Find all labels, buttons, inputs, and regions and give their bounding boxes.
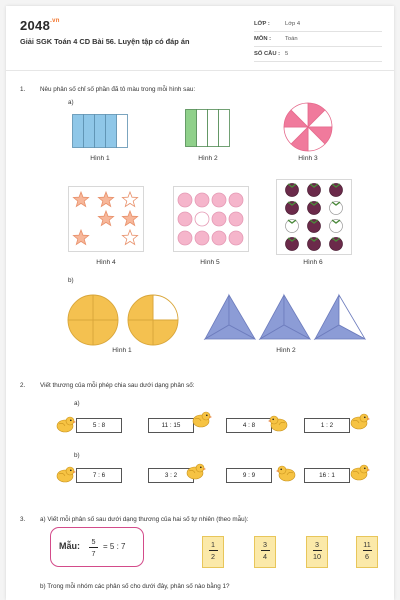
dot-circle: [178, 193, 192, 207]
question-2-text: Viết thương của mỗi phép chia sau dưới dạng phân số:: [40, 382, 195, 389]
dot-circle: [195, 212, 209, 226]
q1-caption-4: Hình 4: [96, 259, 116, 266]
meta-row-subject: MÔN : Toán: [254, 34, 382, 47]
document-page: [6, 6, 394, 600]
fraction: [307, 540, 327, 561]
fruit-icon: [308, 238, 321, 251]
q1-caption-5: Hình 5: [200, 259, 220, 266]
chick-icon: [54, 415, 76, 433]
division-box: 4 : 8: [226, 418, 272, 433]
q1-figure-4: [68, 186, 144, 252]
dot-circle: [229, 231, 243, 245]
division-box: 5 : 8: [76, 418, 122, 433]
meta-row-class: LỚP : Lớp 4: [254, 19, 382, 32]
numerator: 3: [263, 540, 267, 549]
numerator: 1: [211, 540, 215, 549]
division-box: 11 : 15: [148, 418, 194, 433]
quarter-sector: [93, 320, 118, 345]
fraction-card: [306, 536, 328, 568]
q1-b-figure-1: [66, 294, 182, 346]
fig2-column: [197, 110, 208, 147]
q1-figure-5: [173, 186, 249, 252]
division-box: 7 : 6: [76, 468, 122, 483]
fruit-icon: [330, 202, 343, 215]
q1-figure-1: [72, 114, 128, 148]
chick-icon: [348, 463, 370, 481]
fraction-card: [202, 536, 224, 568]
q1-figure-3: [283, 102, 333, 152]
question-3-text-a: a) Viết mỗi phân số sau dưới dạng thương của hai số tự nhiên (theo mẫu):: [40, 516, 249, 523]
q1-figure-2: [185, 109, 231, 147]
dot-circle: [195, 231, 209, 245]
fruit-icon: [286, 202, 299, 215]
fig1-column: [95, 115, 106, 148]
question-3-number: 3.: [20, 516, 26, 523]
dot-circle: [212, 193, 226, 207]
dot-circle: [178, 231, 192, 245]
numerator: 3: [315, 540, 319, 549]
dot-circle: [229, 193, 243, 207]
fraction-card: [254, 536, 276, 568]
division-box: 9 : 9: [226, 468, 272, 483]
denominator: 10: [313, 552, 321, 561]
q1-part-a-label: a): [68, 99, 74, 106]
dot-circle: [229, 212, 243, 226]
fruit-icon: [330, 184, 343, 197]
division-box: 3 : 2: [148, 468, 194, 483]
q1-b-caption-1: Hình 1: [112, 347, 132, 354]
division-box: 1 : 2: [304, 418, 350, 433]
q1-caption-6: Hình 6: [303, 259, 323, 266]
denominator: 4: [263, 552, 267, 561]
fig2-column: [208, 110, 219, 147]
fig2-column: [219, 110, 230, 147]
fraction: [203, 540, 223, 561]
q1-b-caption-2: Hình 2: [276, 347, 296, 354]
chick-icon: [190, 410, 212, 428]
fraction-card: [356, 536, 378, 568]
fruit-icon: [308, 202, 321, 215]
dot-circle: [212, 231, 226, 245]
fruit-icon: [286, 184, 299, 197]
quarter-sector: [68, 320, 93, 345]
question-1-text: Nêu phân số chỉ số phần đã tô màu trong mỗi hình sau:: [40, 86, 196, 93]
dot-circle: [178, 212, 192, 226]
numerator: 11: [363, 540, 371, 549]
quarter-sector: [153, 295, 178, 320]
fig1-column: [84, 115, 95, 148]
fig2-column: [186, 110, 197, 147]
fraction: [255, 540, 275, 561]
chick-icon: [276, 464, 298, 482]
sample-label: Mẫu:: [59, 541, 80, 551]
quarter-sector: [153, 320, 178, 345]
fruit-icon: [308, 220, 321, 233]
question-2-number: 2.: [20, 382, 26, 389]
q1-figure-6: [276, 179, 352, 255]
question-3-text-b: b) Trong mỗi nhóm các phân số cho dưới đây, phân số nào bằng 1?: [40, 583, 230, 590]
dot-circle: [212, 212, 226, 226]
fraction: [357, 540, 377, 561]
question-1-number: 1.: [20, 86, 26, 93]
header-divider: [6, 70, 394, 71]
fruit-icon: [330, 238, 343, 251]
denominator: 2: [211, 552, 215, 561]
quarter-sector: [68, 295, 93, 320]
quarter-sector: [128, 295, 153, 320]
chick-icon: [184, 462, 206, 480]
meta-row-count: SỐ CÂU : 5: [254, 49, 382, 62]
fig1-column: [106, 115, 117, 148]
chick-icon: [268, 414, 290, 432]
sample-fraction: 5 7: [89, 537, 98, 558]
denominator: 6: [365, 552, 369, 561]
chick-icon: [348, 412, 370, 430]
fig1-column: [117, 115, 128, 148]
q1-b-figure-2: [203, 293, 369, 341]
division-box: 16 : 1: [304, 468, 350, 483]
chick-icon: [54, 465, 76, 483]
fruit-icon: [286, 220, 299, 233]
q3-sample-box: [50, 527, 144, 567]
fruit-icon: [308, 184, 321, 197]
page-title: Giải SGK Toán 4 CD Bài 56. Luyện tập có đáp án: [20, 37, 190, 46]
quarter-sector: [93, 295, 118, 320]
site-logo[interactable]: $2048^{.vn}$: [20, 18, 60, 33]
q1-caption-2: Hình 2: [198, 155, 218, 162]
quarter-sector: [128, 320, 153, 345]
fruit-icon: [330, 220, 343, 233]
q1-caption-1: Hình 1: [90, 155, 110, 162]
q1-caption-3: Hình 3: [298, 155, 318, 162]
sample-quotient: = 5 : 7: [103, 542, 126, 551]
fig1-column: [73, 115, 84, 148]
q2-part-a-label: a): [74, 400, 80, 407]
fruit-icon: [286, 238, 299, 251]
q2-part-b-label: b): [74, 452, 80, 459]
dot-circle: [195, 193, 209, 207]
q1-part-b-label: b): [68, 277, 74, 284]
